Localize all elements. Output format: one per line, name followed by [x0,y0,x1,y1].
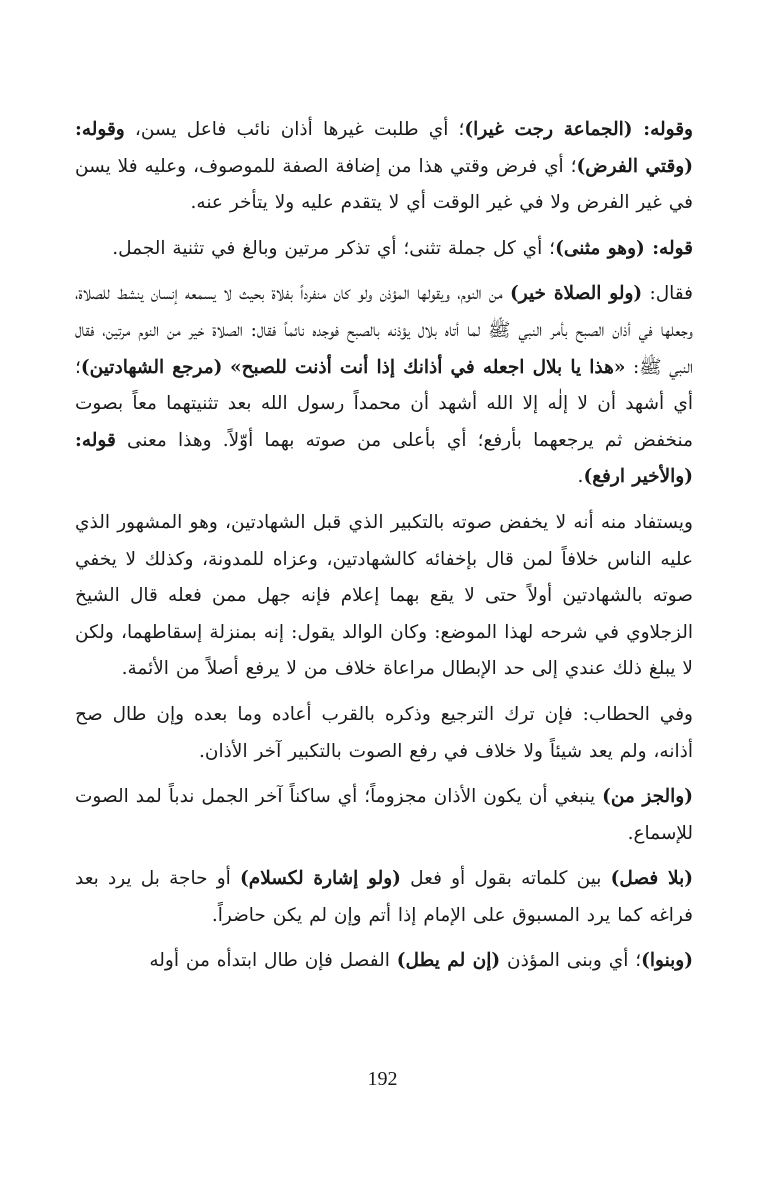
paragraph [75,697,693,770]
paragraph [75,943,693,980]
text-segment: ؛ أي طلبت غيرها أذان نائب فاعل يسن، [124,119,465,140]
bold-text-segment: «هذا يا بلال اجعله في أذانك إذا أنت أذنت للصبح» [230,356,626,378]
text-segment: ؛ أي أشهد أن لا إلٰه إلا الله أشهد أن محمداً رسول الله بعد تثنيتهما معاً بصوت منخفض ثم يرجعهما بأرفع؛ أي بأعلى من صوته بهما أوّلاً. وهذا معنى [75,356,693,451]
bold-text-segment: (ولو إشارة لكسلام) [240,868,401,890]
bold-text-segment: وقوله: [632,119,693,140]
paragraph [75,276,693,496]
text-segment: بين كلماته بقول أو فعل [400,868,611,890]
paragraph [75,505,693,688]
text-segment: فقال: [642,283,693,305]
bold-text-segment: قوله: [75,429,116,451]
paragraph [75,112,693,222]
paragraph [75,861,693,934]
text-segment: ؛ أي فرض وقتي هذا من إضافة الصفة للموصوف، وعليه فلا يسن في غير الفرض ولا في غير الوقت أي لا يتقدم عليه ولا يتأخر عنه. [75,155,693,214]
text-segment [222,357,230,378]
bold-text-segment: (والأخير ارفع) [583,466,693,488]
text-segment: . [577,466,584,488]
bold-text-segment: (بلا فصل) [610,868,693,890]
page-number: 192 [367,1068,398,1090]
bold-text-segment: قوله: [644,237,693,259]
text-segment: من النوم، ويقولها المؤذن ولو كان منفرداً بفلاة بحيث لا يسمعه إنسان ينشط للصلاة، وجعلها في أذان الصبح بأمر النبي ﷺ لما أتاه بلال يؤذنه بالصبح فوجده نائماً فقال: الصلاة خير من النوم مرتين، فقال النبي ﷺ: [75,283,693,378]
bold-text-segment: (مرجع الشهادتين) [80,356,223,378]
bold-text-segment: (إن لم يطل) [396,950,501,972]
bold-text-segment: (وقتي الفرض) [576,155,693,177]
bold-text-segment: وقوله: [75,119,125,140]
bold-text-segment: (الجماعة رجت غيرا) [464,119,633,140]
text-segment: الفصل فإن طال ابتدأه من أوله [149,950,397,972]
paragraph [75,231,693,268]
text-segment: وفي الحطاب: فإن ترك الترجيع وذكره بالقرب أعاده وما بعده وإن طال صح أذانه، ولم يعد شيئاً ولا خلاف في رفع الصوت بالتكبير آخر الأذان. [75,703,693,762]
page-body [75,112,693,980]
bold-text-segment: (وهو مثنى) [555,237,645,259]
text-segment: ويستفاد منه أنه لا يخفض صوته بالتكبير الذي قبل الشهادتين، وهو المشهور الذي عليه الناس خلافاً لمن قال بإخفائه كالشهادتين، وعزاه للمدونة، وكذلك لا يخفي صوته بالشهادتين أولاً حتى لا يقع بهما إعلام فإنه جهل ممن فعله قال الشيخ الزجلاوي في شرحه لهذا الموضع: وكان الوالد يقول: إنه بمنزلة إسقاطهما، ولكن لا يبلغ ذلك عندي إلى حد الإبطال مراعاة خلاف من لا يرفع أصلاً من الأئمة. [75,511,693,680]
text-segment: ؛ أي كل جملة تثنى؛ أي تذكر مرتين وبالغ في تثنية الجمل. [112,237,556,259]
text-segment: أو حاجة بل يرد بعد فراغه كما يرد المسبوق على الإمام إذا أتم وإن لم يكن حاضراً. [75,868,693,926]
text-segment: ينبغي أن يكون الأذان مجزوماً؛ أي ساكناً آخر الجمل ندباً لمد الصوت للإسماع. [75,786,693,844]
bold-text-segment: (ولو الصلاة خير) [509,283,643,305]
bold-text-segment: (وبنوا) [641,950,693,972]
text-segment: ؛ أي وبنى المؤذن [500,950,642,972]
bold-text-segment: (والجز من) [602,786,693,808]
paragraph [75,779,693,852]
